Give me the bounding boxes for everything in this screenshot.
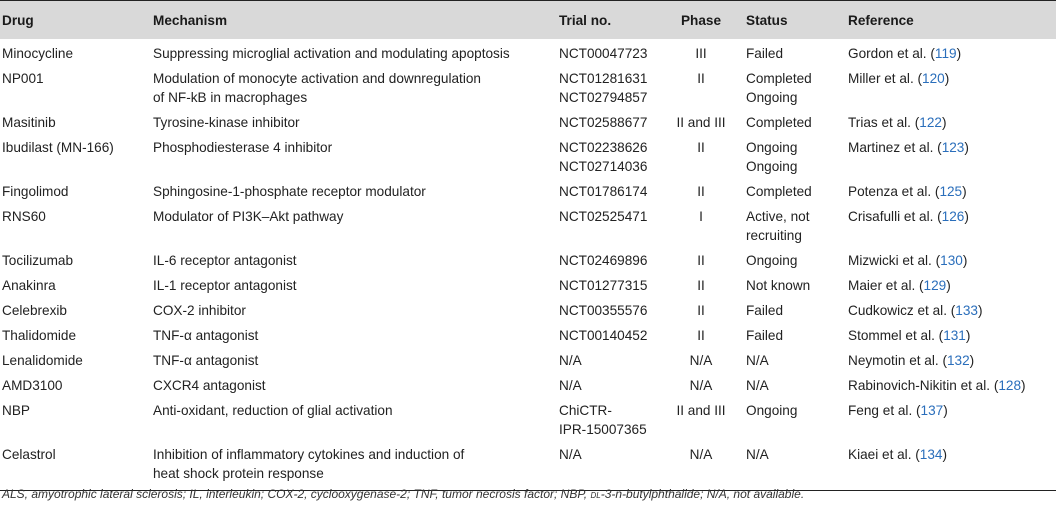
trial-line: NCT01277315 (559, 278, 648, 293)
drug-cell: Masitinib (2, 115, 56, 130)
trial-line: NCT01786174 (559, 184, 648, 199)
reference-close-paren: ) (1021, 378, 1026, 393)
trial-cell (557, 246, 658, 271)
trial-cell (557, 133, 658, 177)
status-cell (744, 440, 846, 491)
reference-close-paren: ) (977, 303, 983, 318)
trial-cell (557, 396, 658, 440)
status-line: Ongoing (746, 159, 798, 174)
status-cell (744, 271, 846, 296)
status-cell (744, 202, 846, 246)
trial-cell (557, 202, 658, 246)
reference-authors: Stommel et al. ( (848, 328, 944, 343)
reference-cell (846, 440, 1056, 491)
reference-authors: Potenza et al. ( (848, 184, 940, 199)
status-line: Failed (746, 46, 784, 61)
drug-cell: NP001 (2, 71, 44, 86)
drug-cell: RNS60 (2, 209, 46, 224)
drug-cell: Celastrol (0, 440, 151, 491)
header-trial-no: Trial no. (557, 1, 658, 40)
mechanism-cell (151, 396, 557, 440)
phase-cell: II and III (676, 403, 726, 418)
trial-cell (557, 346, 658, 371)
trial-line: IPR-15007365 (559, 422, 647, 437)
reference-cell (846, 64, 1056, 108)
table-row (0, 108, 1056, 133)
trial-cell (557, 296, 658, 321)
reference-close-paren: ) (969, 353, 975, 368)
drug-cell: Celebrexib (2, 303, 67, 318)
reference-authors: Miller et al. ( (848, 71, 923, 86)
header-drug: Drug (0, 1, 151, 40)
status-line: Completed (746, 184, 812, 199)
mechanism-line: Phosphodiesterase 4 inhibitor (153, 140, 333, 155)
mechanism-cell (151, 271, 557, 296)
status-line: Completed (746, 71, 812, 86)
mechanism-line: Modulator of PI3K–Akt pathway (153, 209, 344, 224)
status-line: Failed (746, 328, 784, 343)
trial-line: NCT00140452 (559, 328, 648, 343)
mechanism-line: IL-1 receptor antagonist (153, 278, 297, 293)
trial-line: ChiCTR- (559, 403, 612, 418)
table-row (0, 202, 1056, 246)
mechanism-cell (151, 246, 557, 271)
drug-cell: Tocilizumab (2, 253, 74, 268)
phase-cell: II (697, 328, 705, 343)
reference-close-paren: ) (962, 184, 967, 199)
reference-close-paren: ) (942, 447, 947, 462)
reference-link[interactable]: 129 (923, 278, 947, 293)
header-phase: Phase (658, 1, 744, 40)
table-footnote (2, 487, 804, 501)
status-line: Ongoing (746, 140, 798, 155)
reference-authors: Rabinovich-Nikitin et al. ( (848, 378, 999, 393)
mechanism-cell (151, 108, 557, 133)
mechanism-cell (151, 64, 557, 108)
phase-cell: I (699, 209, 703, 224)
reference-authors: Gordon et al. ( (848, 46, 935, 61)
drug-cell: Lenalidomide (2, 353, 83, 368)
phase-cell: II and III (676, 115, 726, 130)
reference-close-paren: ) (946, 278, 951, 293)
reference-cell (846, 108, 1056, 133)
reference-link[interactable]: 123 (941, 140, 965, 155)
mechanism-cell (151, 440, 557, 491)
mechanism-line: of NF-kB in macrophages (153, 90, 308, 105)
status-cell (744, 177, 846, 202)
status-line: Failed (746, 303, 784, 318)
mechanism-line: Suppressing microglial activation and modulating apoptosis (153, 46, 510, 61)
reference-close-paren: ) (956, 46, 962, 61)
mechanism-line: Sphingosine-1-phosphate receptor modulator (153, 184, 426, 199)
table-row (0, 133, 1056, 177)
status-line: recruiting (746, 228, 802, 243)
table-body (0, 39, 1056, 491)
reference-link[interactable]: 130 (940, 253, 963, 268)
trial-line: N/A (559, 378, 582, 393)
table-row (0, 177, 1056, 202)
trial-cell (557, 39, 658, 64)
table-row (0, 271, 1056, 296)
status-cell (744, 246, 846, 271)
reference-link[interactable]: 137 (920, 403, 944, 418)
reference-authors: Trias et al. ( (848, 115, 920, 130)
reference-cell (846, 371, 1056, 396)
trial-cell (557, 321, 658, 346)
reference-cell (846, 39, 1056, 64)
reference-link[interactable]: 133 (955, 303, 978, 318)
trial-cell (557, 271, 658, 296)
trial-line: NCT02238626 (559, 140, 648, 155)
status-line: Ongoing (746, 403, 798, 418)
reference-cell (846, 202, 1056, 246)
reference-cell (846, 246, 1056, 271)
drug-cell: Thalidomide (2, 328, 77, 343)
mechanism-cell (151, 202, 557, 246)
mechanism-cell (151, 133, 557, 177)
phase-cell: II (697, 140, 705, 155)
status-cell (744, 108, 846, 133)
status-line: N/A (746, 447, 769, 462)
header-reference: Reference (846, 1, 1056, 40)
table-row (0, 321, 1056, 346)
status-line: N/A (746, 353, 769, 368)
phase-cell: II (697, 253, 705, 268)
reference-link[interactable]: 125 (939, 184, 963, 199)
trial-line: NCT01281631 (559, 71, 648, 86)
status-cell (744, 371, 846, 396)
reference-cell (846, 321, 1056, 346)
table-row (0, 346, 1056, 371)
reference-authors: Kiaei et al. ( (848, 447, 920, 462)
mechanism-line: Tyrosine-kinase inhibitor (153, 115, 300, 130)
table-header (0, 1, 1056, 40)
reference-cell (846, 296, 1056, 321)
trial-cell (557, 440, 658, 491)
reference-link[interactable]: 120 (922, 71, 945, 86)
trial-line: NCT02794857 (559, 90, 648, 105)
reference-cell (846, 271, 1056, 296)
trial-cell (557, 64, 658, 108)
phase-cell: N/A (658, 440, 744, 491)
mechanism-line: Inhibition of inflammatory cytokines and induction of (153, 447, 465, 462)
table-row (0, 64, 1056, 108)
drug-cell: Fingolimod (2, 184, 69, 199)
mechanism-line: heat shock protein response (153, 466, 324, 481)
drug-cell: AMD3100 (2, 378, 63, 393)
reference-close-paren: ) (964, 209, 969, 224)
mechanism-cell (151, 296, 557, 321)
reference-cell (846, 396, 1056, 440)
trial-line: NCT00047723 (559, 46, 648, 61)
reference-authors: Crisafulli et al. ( (848, 209, 942, 224)
status-line: N/A (746, 378, 769, 393)
drug-cell: Anakinra (2, 278, 56, 293)
footnote-dl-prefix: dl (590, 489, 601, 501)
mechanism-cell (151, 371, 557, 396)
footnote-text-1: ALS, amyotrophic lateral sclerosis; IL, interleukin; COX-2, cyclooxygenase-2; TNF, tumor necrosis factor; NBP, (2, 487, 591, 501)
trial-line: NCT00355576 (559, 303, 648, 318)
status-cell (744, 39, 846, 64)
status-line: Not known (746, 278, 811, 293)
trial-line: NCT02588677 (559, 115, 648, 130)
mechanism-line: CXCR4 antagonist (153, 378, 266, 393)
status-cell (744, 296, 846, 321)
reference-authors: Neymotin et al. ( (848, 353, 947, 368)
reference-link[interactable]: 126 (941, 209, 965, 224)
reference-link[interactable]: 131 (943, 328, 966, 343)
status-cell (744, 133, 846, 177)
reference-authors: Feng et al. ( (848, 403, 921, 418)
header-mechanism: Mechanism (151, 1, 557, 40)
reference-authors: Maier et al. ( (848, 278, 924, 293)
phase-cell: III (695, 46, 707, 61)
reference-cell (846, 133, 1056, 177)
mechanism-line: TNF-α antagonist (153, 353, 259, 368)
table-row (0, 440, 1056, 491)
phase-cell: II (697, 71, 705, 86)
reference-link[interactable]: 132 (946, 353, 970, 368)
table-row (0, 39, 1056, 64)
reference-link[interactable]: 119 (934, 46, 957, 61)
status-cell (744, 396, 846, 440)
reference-cell (846, 346, 1056, 371)
phase-cell: II (697, 278, 705, 293)
mechanism-cell (151, 321, 557, 346)
drug-cell: Ibudilast (MN-166) (2, 140, 114, 155)
reference-link[interactable]: 122 (919, 115, 942, 130)
status-line: Active, not (746, 209, 810, 224)
status-cell (744, 346, 846, 371)
trial-line: NCT02714036 (559, 159, 648, 174)
trial-line: NCT02469896 (559, 253, 648, 268)
trial-line: N/A (559, 447, 582, 462)
table-row (0, 396, 1056, 440)
reference-link[interactable]: 134 (919, 447, 943, 462)
status-cell (744, 321, 846, 346)
status-line: Completed (746, 115, 812, 130)
drug-cell: NBP (2, 403, 30, 418)
reference-cell (846, 177, 1056, 202)
trial-cell (557, 108, 658, 133)
reference-authors: Martinez et al. ( (848, 140, 942, 155)
status-line: Ongoing (746, 253, 798, 268)
reference-authors: Mizwicki et al. ( (848, 253, 941, 268)
table-row (0, 371, 1056, 396)
mechanism-line: TNF-α antagonist (153, 328, 259, 343)
table-row (0, 246, 1056, 271)
trial-line: NCT02525471 (559, 209, 648, 224)
phase-cell: II (697, 184, 705, 199)
trial-line: N/A (559, 353, 582, 368)
reference-close-paren: ) (944, 71, 950, 86)
table-row (0, 296, 1056, 321)
trial-cell (557, 177, 658, 202)
mechanism-cell (151, 346, 557, 371)
reference-close-paren: ) (962, 253, 968, 268)
reference-close-paren: ) (965, 328, 971, 343)
drug-cell: Minocycline (2, 46, 74, 61)
mechanism-cell (151, 177, 557, 202)
mechanism-line: Anti-oxidant, reduction of glial activation (153, 403, 393, 418)
mechanism-cell (151, 39, 557, 64)
footnote-text-2: -3-n-butylphthalide; N/A, not available. (600, 487, 805, 501)
status-line: Ongoing (746, 90, 798, 105)
reference-close-paren: ) (943, 403, 948, 418)
header-status: Status (744, 1, 846, 40)
mechanism-line: IL-6 receptor antagonist (153, 253, 297, 268)
phase-cell: II (697, 303, 705, 318)
mechanism-line: Modulation of monocyte activation and downregulation (153, 71, 481, 86)
trial-cell (557, 371, 658, 396)
reference-close-paren: ) (964, 140, 969, 155)
reference-close-paren: ) (941, 115, 947, 130)
phase-cell: N/A (689, 378, 713, 393)
mechanism-line: COX-2 inhibitor (153, 303, 246, 318)
status-cell (744, 64, 846, 108)
reference-link[interactable]: 128 (998, 378, 1022, 393)
reference-authors: Cudkowicz et al. ( (848, 303, 956, 318)
phase-cell: N/A (689, 353, 713, 368)
